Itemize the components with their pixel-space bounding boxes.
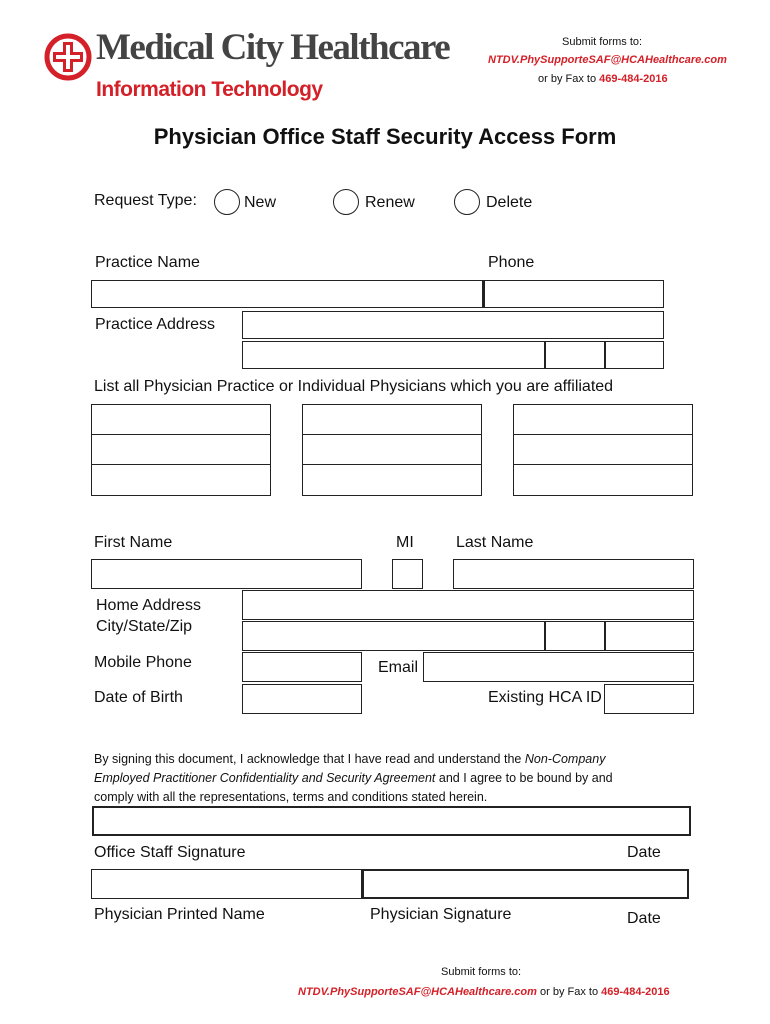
physician-signature-label: Physician Signature	[370, 906, 512, 923]
header-email-link[interactable]: NTDV.PhySupporteSAF@HCAHealthcare.com	[488, 54, 727, 66]
affiliated-field[interactable]	[302, 434, 482, 465]
practice-address-label: Practice Address	[95, 316, 216, 333]
staff-signature-label: Office Staff Signature	[94, 844, 246, 861]
practice-address-field[interactable]	[242, 311, 664, 339]
logo	[44, 27, 454, 110]
option-delete-label: Delete	[486, 194, 533, 211]
home-state-field[interactable]	[544, 621, 605, 651]
hca-id-label: Existing HCA ID	[488, 689, 602, 706]
radio-delete[interactable]	[454, 189, 480, 215]
logo-subtitle: Information Technology	[96, 78, 323, 101]
affiliated-field[interactable]	[302, 404, 482, 435]
footer-fax-number: 469-484-2016	[601, 986, 670, 998]
agreement-part3: comply with all the representations, terms and conditions stated herein.	[94, 790, 488, 804]
practice-city-field[interactable]	[242, 341, 545, 369]
mi-label: MI	[396, 534, 414, 551]
home-address-field[interactable]	[242, 590, 694, 620]
affiliated-field[interactable]	[302, 464, 482, 496]
logo-name: Medical City Healthcare	[96, 27, 450, 68]
home-zip-field[interactable]	[604, 621, 694, 651]
affiliated-label: List all Physician Practice or Individual Physicians which you are affiliated	[94, 378, 614, 395]
dob-field[interactable]	[242, 684, 362, 714]
option-renew-label: Renew	[365, 194, 415, 211]
radio-renew[interactable]	[333, 189, 359, 215]
mobile-phone-label: Mobile Phone	[94, 654, 192, 671]
dob-label: Date of Birth	[94, 689, 183, 706]
mi-field[interactable]	[392, 559, 423, 589]
agreement-part2: and I agree to be bound by and	[438, 771, 613, 785]
email-label: Email	[378, 659, 419, 676]
hca-id-field[interactable]	[604, 684, 694, 714]
header-fax-number: 469-484-2016	[599, 73, 668, 85]
hca-cross-icon	[44, 32, 92, 82]
agreement-italic2: Employed Practitioner Confidentiality and Security Agreement	[94, 771, 436, 785]
last-name-field[interactable]	[453, 559, 694, 589]
agreement-part1: By signing this document, I acknowledge that I have read and understand the	[94, 752, 522, 766]
date2-label: Date	[627, 910, 661, 927]
first-name-field[interactable]	[91, 559, 362, 589]
last-name-label: Last Name	[456, 534, 534, 551]
physician-printed-name-field[interactable]	[91, 869, 362, 899]
affiliated-field[interactable]	[91, 464, 271, 496]
affiliated-field[interactable]	[513, 434, 693, 465]
header-submit-label: Submit forms to:	[562, 36, 643, 48]
physician-printed-name-label: Physician Printed Name	[94, 906, 265, 923]
affiliated-field[interactable]	[513, 464, 693, 496]
footer-fax-prefix: or by Fax to	[540, 986, 599, 998]
city-state-zip-label: City/State/Zip	[96, 618, 193, 635]
request-type-label: Request Type:	[94, 192, 197, 209]
home-city-field[interactable]	[242, 621, 545, 651]
footer-line	[298, 986, 670, 998]
footer-submit-label: Submit forms to:	[441, 966, 522, 978]
mobile-phone-field[interactable]	[242, 652, 362, 682]
staff-signature-field[interactable]	[92, 806, 691, 836]
radio-new[interactable]	[214, 189, 240, 215]
affiliated-field[interactable]	[513, 404, 693, 435]
affiliated-field[interactable]	[91, 434, 271, 465]
option-new-label: New	[244, 194, 277, 211]
affiliated-field[interactable]	[91, 404, 271, 435]
header-fax-prefix: or by Fax to	[538, 73, 597, 85]
agreement-text	[94, 750, 694, 807]
header-fax-line	[538, 73, 668, 85]
practice-name-field[interactable]	[91, 280, 483, 308]
practice-state-field[interactable]	[544, 341, 605, 369]
phone-label: Phone	[488, 254, 535, 271]
date-label: Date	[627, 844, 661, 861]
email-field[interactable]	[423, 652, 694, 682]
form-title: Physician Office Staff Security Access Form	[153, 124, 617, 149]
phone-field[interactable]	[483, 280, 664, 308]
first-name-label: First Name	[94, 534, 173, 551]
physician-signature-field[interactable]	[362, 869, 689, 899]
practice-zip-field[interactable]	[604, 341, 664, 369]
home-address-label: Home Address	[96, 597, 201, 614]
practice-name-label: Practice Name	[95, 254, 200, 271]
agreement-italic1: Non-Company	[524, 752, 606, 766]
footer-email-link[interactable]: NTDV.PhySupporteSAF@HCAHealthcare.com	[298, 986, 537, 998]
